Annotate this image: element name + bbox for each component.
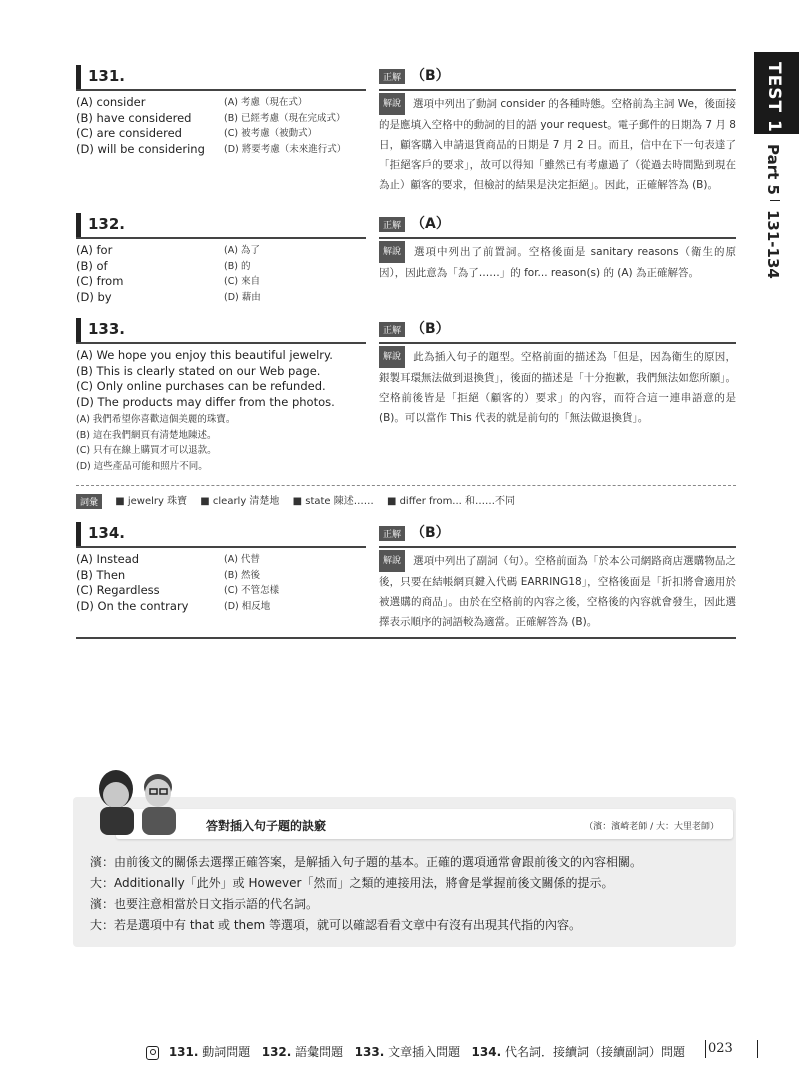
vocab-item: ■ state 陳述…… [292, 496, 374, 507]
options-zh [224, 95, 346, 157]
options-en [76, 552, 188, 614]
options-zh [224, 243, 261, 305]
footer-text: 文章插入問題 [388, 1045, 461, 1059]
tip-header [116, 809, 733, 839]
question-number: 132. [88, 215, 126, 233]
answer-value: （B） [411, 68, 450, 84]
footer-text: 動詞問題 [202, 1045, 251, 1059]
question-bar [76, 522, 81, 546]
option: (C) are considered [76, 126, 182, 140]
footer-num: 133. [354, 1045, 385, 1059]
vocab-item: ■ jewelry 珠寶 [115, 496, 188, 507]
answer-rule [379, 89, 736, 91]
options-en [76, 243, 123, 305]
answer-section [379, 318, 736, 338]
footer-topics [146, 1043, 685, 1060]
option-zh: (A) 考慮（現在式） [224, 97, 308, 108]
option: (D) On the contrary [76, 598, 189, 613]
footer-num: 132. [261, 1045, 292, 1059]
answer-value: （B） [411, 321, 450, 337]
vocab-divider [76, 485, 736, 486]
options-en [76, 95, 205, 157]
explanation-text: 選項中列出了副詞（句）。空格前面為「於本公司網路商店選購物品之後，只要在結帳網頁鍵入代碼 EARRING18」，空格後面是「折扣將會適用於被選購的商品」。由於在空格前的內容之後，空格後的內容就會發生，因此選擇表示順序的詞語較為適當。正確解答為 (B)。 [379, 555, 736, 628]
explanation-section [379, 550, 736, 632]
answer-section [379, 65, 736, 85]
option: (C) Regardless [76, 583, 160, 597]
tip-title: 答對插入句子題的訣竅 [206, 819, 327, 833]
explanation-text: 選項中列出了動詞 consider 的各種時態。空格前為主詞 We，後面接的是應填入空格中的動詞的目的語 your request。電子郵件的日期為 7 月 8 日，顧客購入申請退貨商品的日期是 7 月 2 日。而且，信中在下一句表達了「拒絕客戶的要求」，故可以得知「雖然已有考慮過了（從過去時間點到現在為止）顧客的要求，但檢討的結果是決定拒絕」。因此，正確解答為 (B)。 [379, 98, 736, 191]
explain-badge: 解說 [379, 241, 405, 263]
question-bar [76, 318, 81, 342]
answer-badge: 正解 [379, 322, 405, 337]
option-zh: (D) 相反地 [224, 600, 271, 612]
footer-text: 代名詞．接續詞（接續副詞）問題 [504, 1045, 685, 1059]
option-zh: (C) 來自 [224, 276, 261, 287]
tip-lines [90, 852, 642, 936]
option-zh: (C) 只有在線上購買才可以退款。 [76, 445, 217, 456]
part-label: Part 5 [764, 144, 782, 195]
explain-badge: 解說 [379, 346, 405, 368]
option-zh: (D) 藉由 [224, 291, 261, 303]
answer-badge: 正解 [379, 69, 405, 84]
explanation-section [379, 93, 736, 195]
option: (C) from [76, 274, 124, 288]
range-label: 131-134 [764, 210, 782, 279]
vocab-row [76, 492, 736, 509]
option-zh: (C) 被考慮（被動式） [224, 128, 318, 139]
footer-num: 134. [471, 1045, 502, 1059]
side-divider [770, 200, 780, 201]
question-rule [76, 89, 366, 91]
options-zh [224, 552, 279, 614]
tip-line: 濱：也要注意相當於日文指示語的代名詞。 [90, 897, 319, 911]
tip-line: 大：Additionally「此外」或 However「然而」之類的連接用法，將會是掌握前後文關係的提示。 [90, 876, 614, 890]
option-zh: (C) 不管怎樣 [224, 585, 280, 596]
answer-rule [379, 342, 736, 344]
question-rule [76, 237, 366, 239]
teacher-portraits [86, 767, 190, 835]
answer-value: （B） [411, 525, 450, 541]
test-label: TEST 1 [764, 62, 784, 133]
vocab-item: ■ differ from... 和……不同 [386, 496, 516, 507]
option: (D) by [76, 289, 112, 304]
option-zh: (B) 然後 [224, 569, 260, 581]
answer-section [379, 522, 736, 542]
page-divider [757, 1040, 758, 1058]
page-number: 023 [708, 1041, 733, 1056]
test-tab [754, 52, 799, 134]
footer-text: 語彙問題 [295, 1045, 344, 1059]
option: (A) We hope you enjoy this beautiful jewelry. [76, 348, 333, 362]
option-zh: (B) 已經考慮（現在完成式） [224, 112, 346, 124]
option: (D) will be considering [76, 141, 205, 156]
option: (B) have considered [76, 110, 192, 125]
q134-bottom-rule [76, 637, 736, 639]
option: (A) for [76, 243, 113, 257]
option: (C) Only online purchases can be refunded. [76, 379, 326, 393]
question-number: 131. [88, 67, 126, 85]
tip-line: 濱：由前後文的關係去選擇正確答案，是解插入句子題的基本。正確的選項通常會跟前後文的內容相關。 [90, 855, 643, 869]
option-zh: (A) 代替 [224, 554, 260, 565]
tip-line: 大：若是選項中有 that 或 them 等選項，就可以確認看看文章中有沒有出現其代指的內容。 [90, 918, 582, 932]
footer-num: 131. [168, 1045, 199, 1059]
explanation-text: 此為插入句子的題型。空格前面的描述為「但是，因為衛生的原因，銀製耳環無法做到退換貨」，後面的描述是「十分抱歉，我們無法如您所願」。空格前後皆是「拒絕（顧客的）要求」的內容，而符合這一連串語意的是 (B)。可以當作 This 代表的就是前句的「無法做退換貨」。 [379, 351, 736, 424]
option-zh: (A) 我們希望你喜歡這個美麗的珠寶。 [76, 414, 236, 425]
option: (B) This is clearly stated on our Web page. [76, 363, 321, 378]
option-zh: (B) 這在我們網頁有清楚地陳述。 [76, 429, 217, 441]
answer-rule [379, 237, 736, 239]
answer-rule [379, 546, 736, 548]
option: (B) Then [76, 567, 126, 582]
page-divider [705, 1040, 706, 1058]
option: (A) consider [76, 95, 146, 109]
explain-badge: 解說 [379, 93, 405, 115]
option-zh: (A) 為了 [224, 245, 260, 256]
question-number: 134. [88, 524, 126, 542]
option-zh: (D) 將要考慮（未來進行式） [224, 143, 347, 155]
question-rule [76, 546, 366, 548]
explanation-section [379, 241, 736, 283]
explanation-section [379, 346, 736, 428]
key-icon [146, 1046, 159, 1060]
option: (A) Instead [76, 552, 140, 566]
answer-value: （A） [411, 216, 450, 232]
question-number: 133. [88, 320, 126, 338]
options-zh [76, 412, 235, 474]
answer-badge: 正解 [379, 217, 405, 232]
explanation-text: 選項中列出了前置詞。空格後面是 sanitary reasons（衛生的原因），因此意為「為了……」的 for... reason(s) 的 (A) 為正確解答。 [379, 246, 736, 279]
answer-section [379, 213, 736, 233]
question-bar [76, 213, 81, 237]
vocab-item: ■ clearly 清楚地 [200, 496, 280, 507]
tip-credit: （濱：濱崎老師 / 大：大里老師） [584, 822, 719, 832]
vocab-badge: 詞彙 [76, 494, 102, 509]
option: (B) of [76, 258, 108, 273]
answer-badge: 正解 [379, 526, 405, 541]
option: (D) The products may differ from the photos. [76, 394, 335, 409]
question-bar [76, 65, 81, 89]
option-zh: (D) 這些產品可能和照片不同。 [76, 460, 208, 472]
question-rule [76, 342, 366, 344]
options-en [76, 348, 335, 410]
option-zh: (B) 的 [224, 260, 251, 272]
explain-badge: 解說 [379, 550, 405, 572]
